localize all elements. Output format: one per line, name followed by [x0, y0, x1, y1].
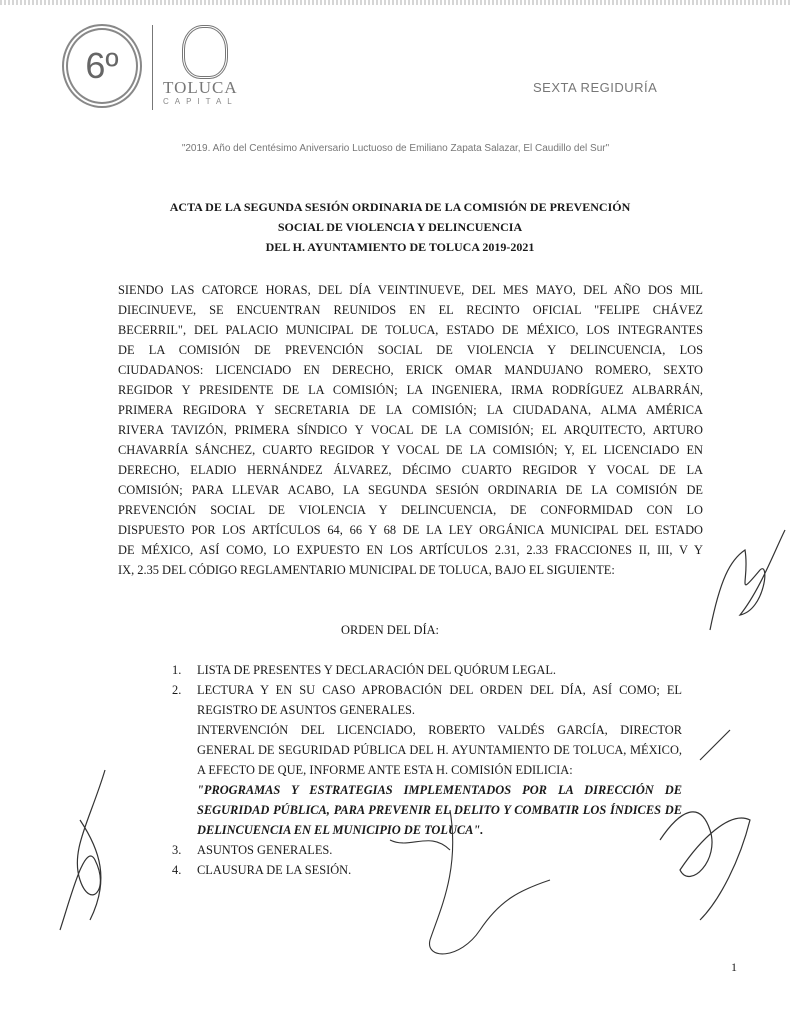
- year-motto: "2019. Año del Centésimo Aniversario Luctuoso de Emiliano Zapata Salazar, El Caudillo del Sur": [181, 143, 610, 154]
- agenda-item: [172, 660, 682, 680]
- paragraph-line: DE MÉXICO, ASÍ COMO, LO EXPUESTO EN LOS ARTÍCULOS 2.31, 2.33 FRACCIONES II, III, V Y: [118, 543, 703, 557]
- item-number: 1.: [172, 663, 182, 677]
- paragraph-line: REGIDOR Y PRESIDENTE DE LA COMISIÓN; LA INGENIERA, IRMA RODRÍGUEZ ALBARRÁN,: [118, 383, 703, 397]
- paragraph-line: DE LA COMISIÓN DE PREVENCIÓN SOCIAL DE VIOLENCIA Y DELINCUENCIA, LOS: [118, 343, 703, 357]
- title-line: DEL H. AYUNTAMIENTO DE TOLUCA 2019-2021: [265, 240, 535, 254]
- signature-right-lower: [640, 720, 770, 930]
- toluca-crest-logo: [182, 25, 228, 79]
- paragraph-line: SIENDO LAS CATORCE HORAS, DEL DÍA VEINTINUEVE, DEL MES MAYO, DEL AÑO DOS MIL: [118, 283, 703, 297]
- item-text: CLAUSURA DE LA SESIÓN.: [197, 863, 352, 877]
- office-name: SEXTA REGIDURÍA: [533, 80, 658, 95]
- paragraph-line: DISPUESTO POR LOS ARTÍCULOS 64, 66 Y 68 DE LA LEY ORGÁNICA MUNICIPAL DEL ESTADO: [118, 523, 703, 537]
- page-number: 1: [731, 960, 737, 974]
- agenda-heading: ORDEN DEL DÍA:: [341, 623, 439, 637]
- agenda-item: [172, 680, 682, 720]
- scan-noise: [0, 0, 791, 5]
- logo-name: TOLUCA: [163, 78, 238, 97]
- paragraph-line: BECERRIL", DEL PALACIO MUNICIPAL DE TOLUCA, ESTADO DE MÉXICO, LOS INTEGRANTES: [118, 323, 703, 337]
- item-text: ASUNTOS GENERALES.: [197, 843, 333, 857]
- logo-subtitle: CAPITAL: [163, 97, 238, 106]
- signature-center: [370, 800, 570, 970]
- paragraph-line: DERECHO, ELADIO HERNÁNDEZ ÁLVAREZ, DÉCIMO CUARTO REGIDOR Y VOCAL DE LA: [118, 463, 703, 477]
- item-number: 2.: [172, 683, 182, 697]
- title-line: ACTA DE LA SEGUNDA SESIÓN ORDINARIA DE LA COMISIÓN DE PREVENCIÓN: [169, 200, 631, 214]
- paragraph-line: PREVENCIÓN SOCIAL DE VIOLENCIA Y DELINCUENCIA, DE CONFORMIDAD CON LO: [118, 503, 703, 517]
- paragraph-line: IX, 2.35 DEL CÓDIGO REGLAMENTARIO MUNICIPAL DE TOLUCA, BAJO EL SIGUIENTE:: [118, 563, 615, 577]
- opening-paragraph: [118, 280, 703, 580]
- agenda-subitem: INTERVENCIÓN DEL LICENCIADO, ROBERTO VALDÉS GARCÍA, DIRECTOR GENERAL DE SEGURIDAD PÚBLICA DEL H. AYUNTAMIENTO DE TOLUCA, MÉXICO, A EFECTO DE QUE, INFORME ANTE ESTA H. COMISIÓN EDILICIA:: [197, 723, 682, 777]
- signature-right-upper: [700, 520, 790, 640]
- paragraph-line: PRIMERA REGIDORA Y SECRETARIA DE LA COMISIÓN; LA CIUDADANA, ALMA AMÉRICA: [118, 403, 703, 417]
- title-line: SOCIAL DE VIOLENCIA Y DELINCUENCIA: [277, 220, 523, 234]
- paragraph-line: COMISIÓN; PARA LLEVAR ACABO, LA SEGUNDA SESIÓN ORDINARIA DE LA COMISIÓN DE: [118, 483, 703, 497]
- document-title: [100, 197, 700, 257]
- item-text: LECTURA Y EN SU CASO APROBACIÓN DEL ORDEN DEL DÍA, ASÍ COMO; EL REGISTRO DE ASUNTOS GENERALES.: [197, 683, 682, 717]
- agenda-topic: "PROGRAMAS Y ESTRATEGIAS IMPLEMENTADOS POR LA DIRECCIÓN DE SEGURIDAD PÚBLICA, PARA PREVENIR EL DELITO Y COMBATIR LOS ÍNDICES DE DELINCUENCIA EN EL MUNICIPIO DE TOLUCA".: [197, 783, 682, 837]
- item-number: 4.: [172, 863, 182, 877]
- signature-left: [50, 760, 130, 940]
- header-divider: [152, 25, 153, 110]
- sixth-regiduria-seal-logo: [62, 24, 142, 108]
- item-text: LISTA DE PRESENTES Y DECLARACIÓN DEL QUÓRUM LEGAL.: [197, 663, 557, 677]
- paragraph-line: CIUDADANOS: LICENCIADO EN DERECHO, ERICK OMAR MANDUJANO ROMERO, SEXTO: [118, 363, 703, 377]
- paragraph-line: CHAVARRÍA SÁNCHEZ, CUARTO REGIDOR Y VOCAL DE LA COMISIÓN; Y, EL LICENCIADO EN: [118, 443, 703, 457]
- seal-text: 6º: [85, 45, 119, 86]
- paragraph-line: DIECINUEVE, SE ENCUENTRAN REUNIDOS EN EL RECINTO OFICIAL "FELIPE CHÁVEZ: [118, 303, 703, 317]
- paragraph-line: RIVERA TAVIZÓN, PRIMERA SÍNDICO Y VOCAL DE LA COMISIÓN; EL ARQUITECTO, ARTURO: [118, 423, 703, 437]
- item-number: 3.: [172, 843, 182, 857]
